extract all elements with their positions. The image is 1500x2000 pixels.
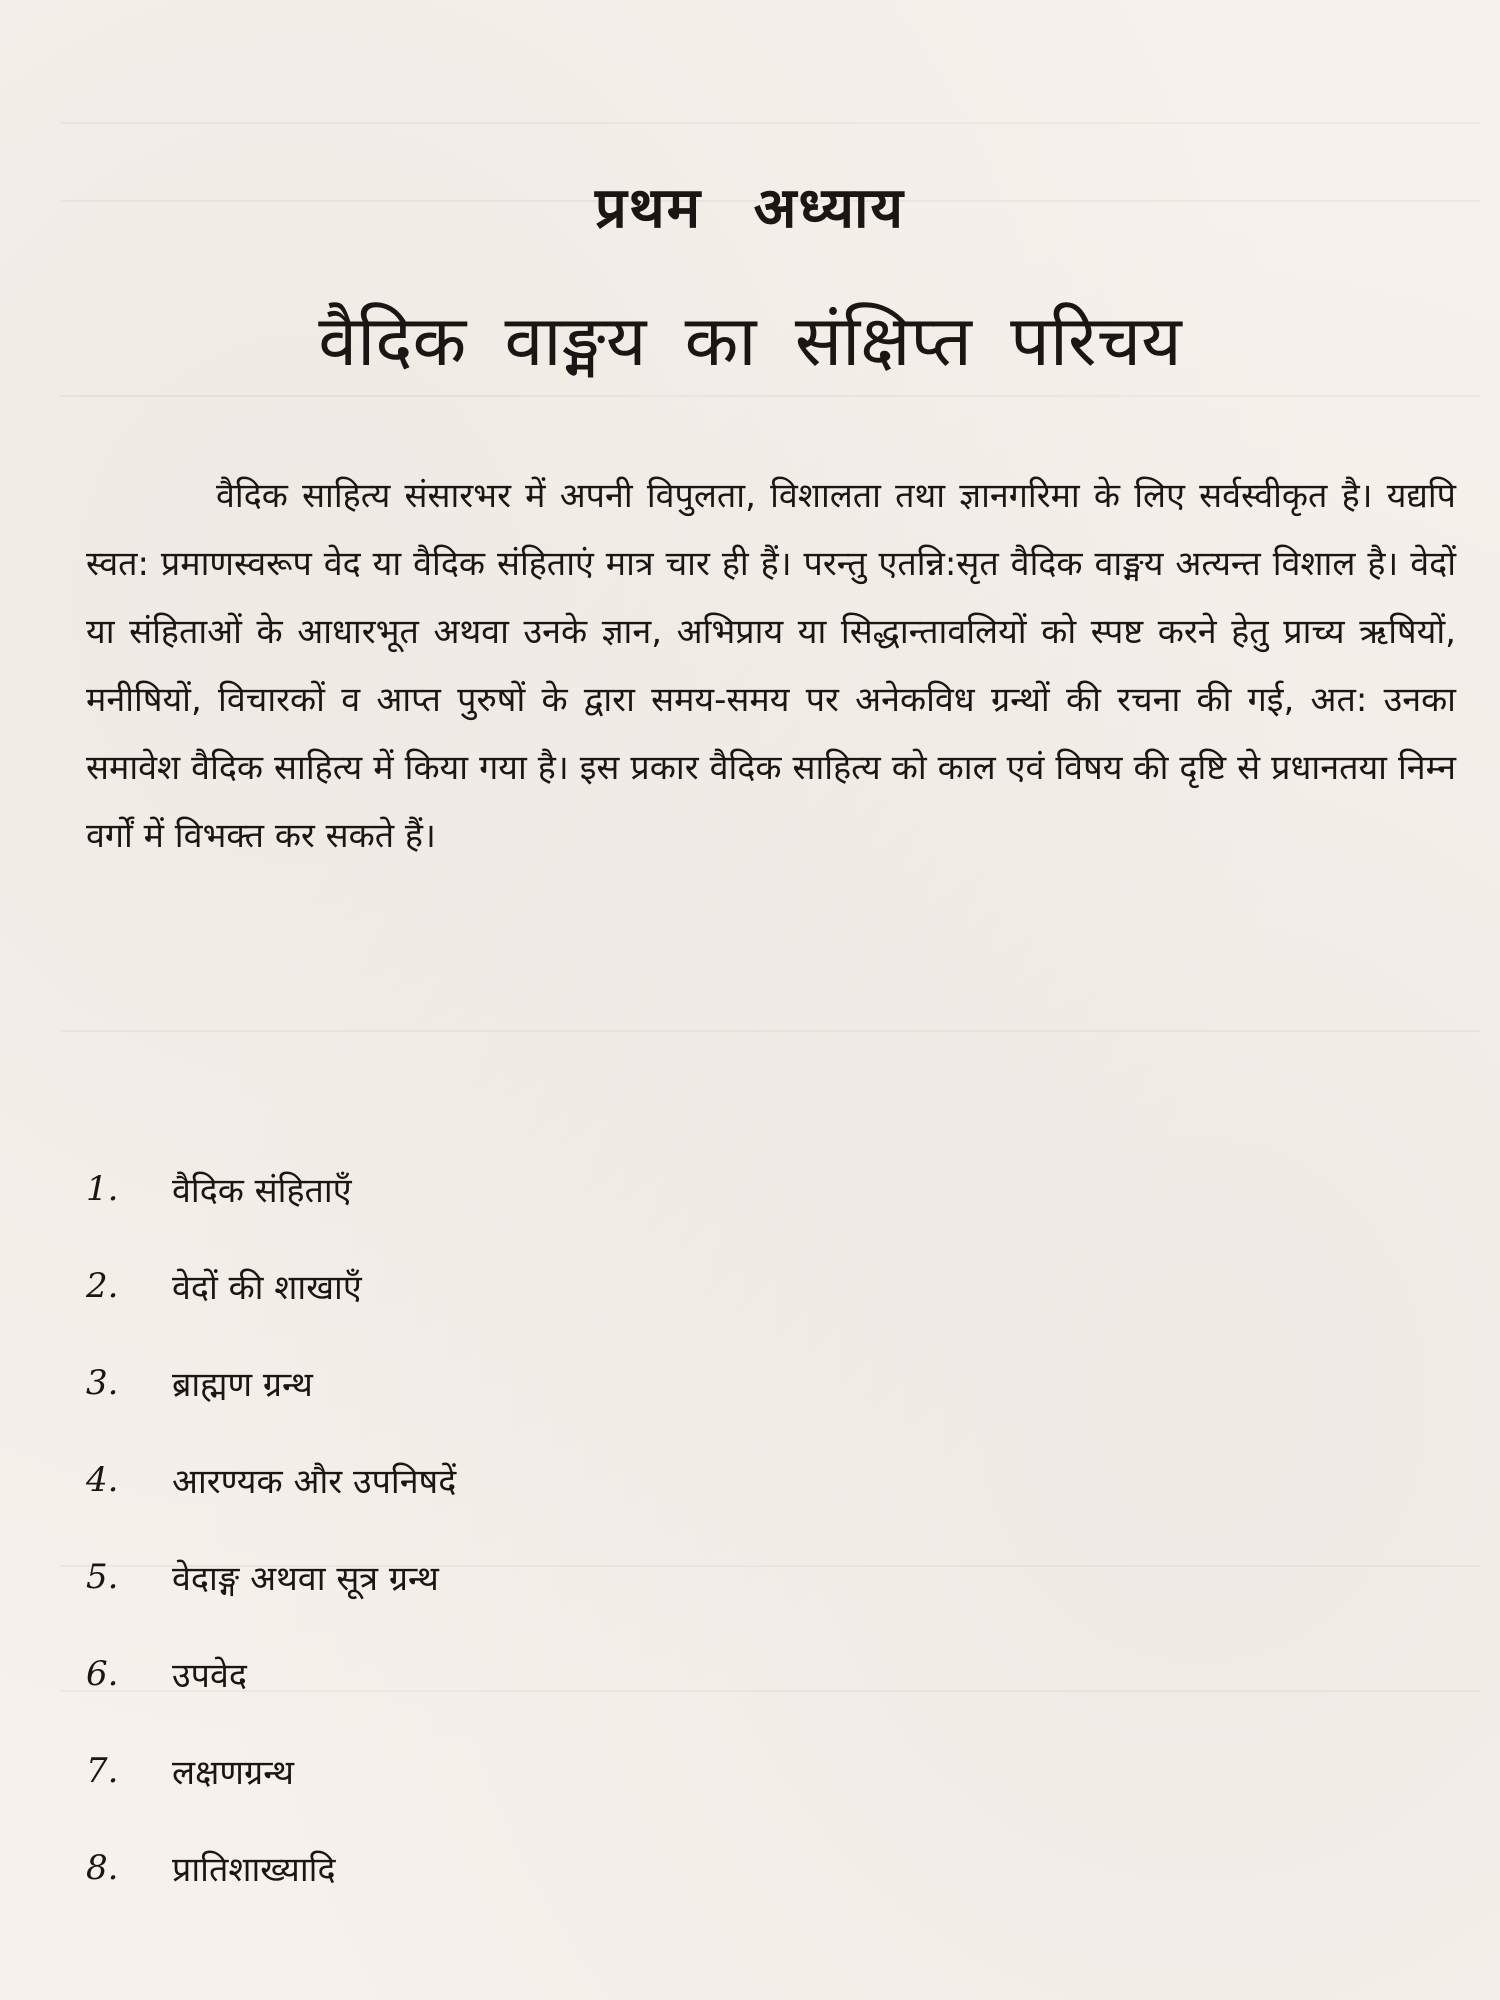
list-item-text: वैदिक संहिताएँ	[172, 1170, 352, 1211]
list-item-number: 5.	[86, 1556, 119, 1597]
list-item-number: 8.	[86, 1847, 119, 1888]
list-item-text: उपवेद	[172, 1655, 247, 1696]
list-item-text: वेदों की शाखाएँ	[172, 1267, 362, 1308]
list-item-number: 1.	[86, 1168, 119, 1209]
list-item-text: ब्राह्मण ग्रन्थ	[172, 1364, 313, 1405]
list-item	[86, 1431, 1086, 1528]
show-through-line	[60, 122, 1480, 124]
show-through-line	[60, 1030, 1480, 1032]
intro-paragraph: वैदिक साहित्य संसारभर में अपनी विपुलता, विशालता तथा ज्ञानगरिमा के लिए सर्वस्वीकृत है। यद्यपि स्वत: प्रमाणस्वरूप वेद या वैदिक संहिताएं मात्र चार ही हैं। परन्तु एतन्नि:सृत वैदिक वाङ्मय अत्यन्त विशाल है। वेदों या संहिताओं के आधारभूत अथवा उनके ज्ञान, अभिप्राय या सिद्धान्तावलियों को स्पष्ट करने हेतु प्राच्य ऋषियों, मनीषियों, विचारकों व आप्त पुरुषों के द्वारा समय-समय पर अनेकविध ग्रन्थों की रचना की गई, अत: उनका समावेश वैदिक साहित्य में किया गया है। इस प्रकार वैदिक साहित्य को काल एवं विषय की दृष्टि से प्रधानतया निम्न वर्गों में विभक्त कर सकते हैं।	[86, 476, 1457, 856]
list-item-text: लक्षणग्रन्थ	[172, 1752, 294, 1793]
chapter-heading: प्रथम अध्याय	[595, 176, 905, 241]
show-through-line	[60, 395, 1480, 397]
chapter-title: वैदिक वाङ्मय का संक्षिप्त परिचय	[318, 300, 1182, 382]
list-item	[86, 1334, 1086, 1431]
list-item-number: 2.	[86, 1265, 119, 1306]
list-item-text: प्रातिशाख्यादि	[172, 1849, 336, 1890]
list-item-number: 3.	[86, 1362, 119, 1403]
list-item	[86, 1722, 1086, 1819]
list-item	[86, 1140, 1086, 1237]
list-item-number: 7.	[86, 1750, 119, 1791]
list-item	[86, 1625, 1086, 1722]
list-item	[86, 1819, 1086, 1916]
list-item-text: आरण्यक और उपनिषदें	[172, 1461, 457, 1502]
list-item-number: 4.	[86, 1459, 119, 1500]
category-list	[86, 1140, 1086, 1916]
list-item-text: वेदाङ्ग अथवा सूत्र ग्रन्थ	[172, 1558, 439, 1599]
list-item	[86, 1237, 1086, 1334]
list-item	[86, 1528, 1086, 1625]
list-item-number: 6.	[86, 1653, 119, 1694]
